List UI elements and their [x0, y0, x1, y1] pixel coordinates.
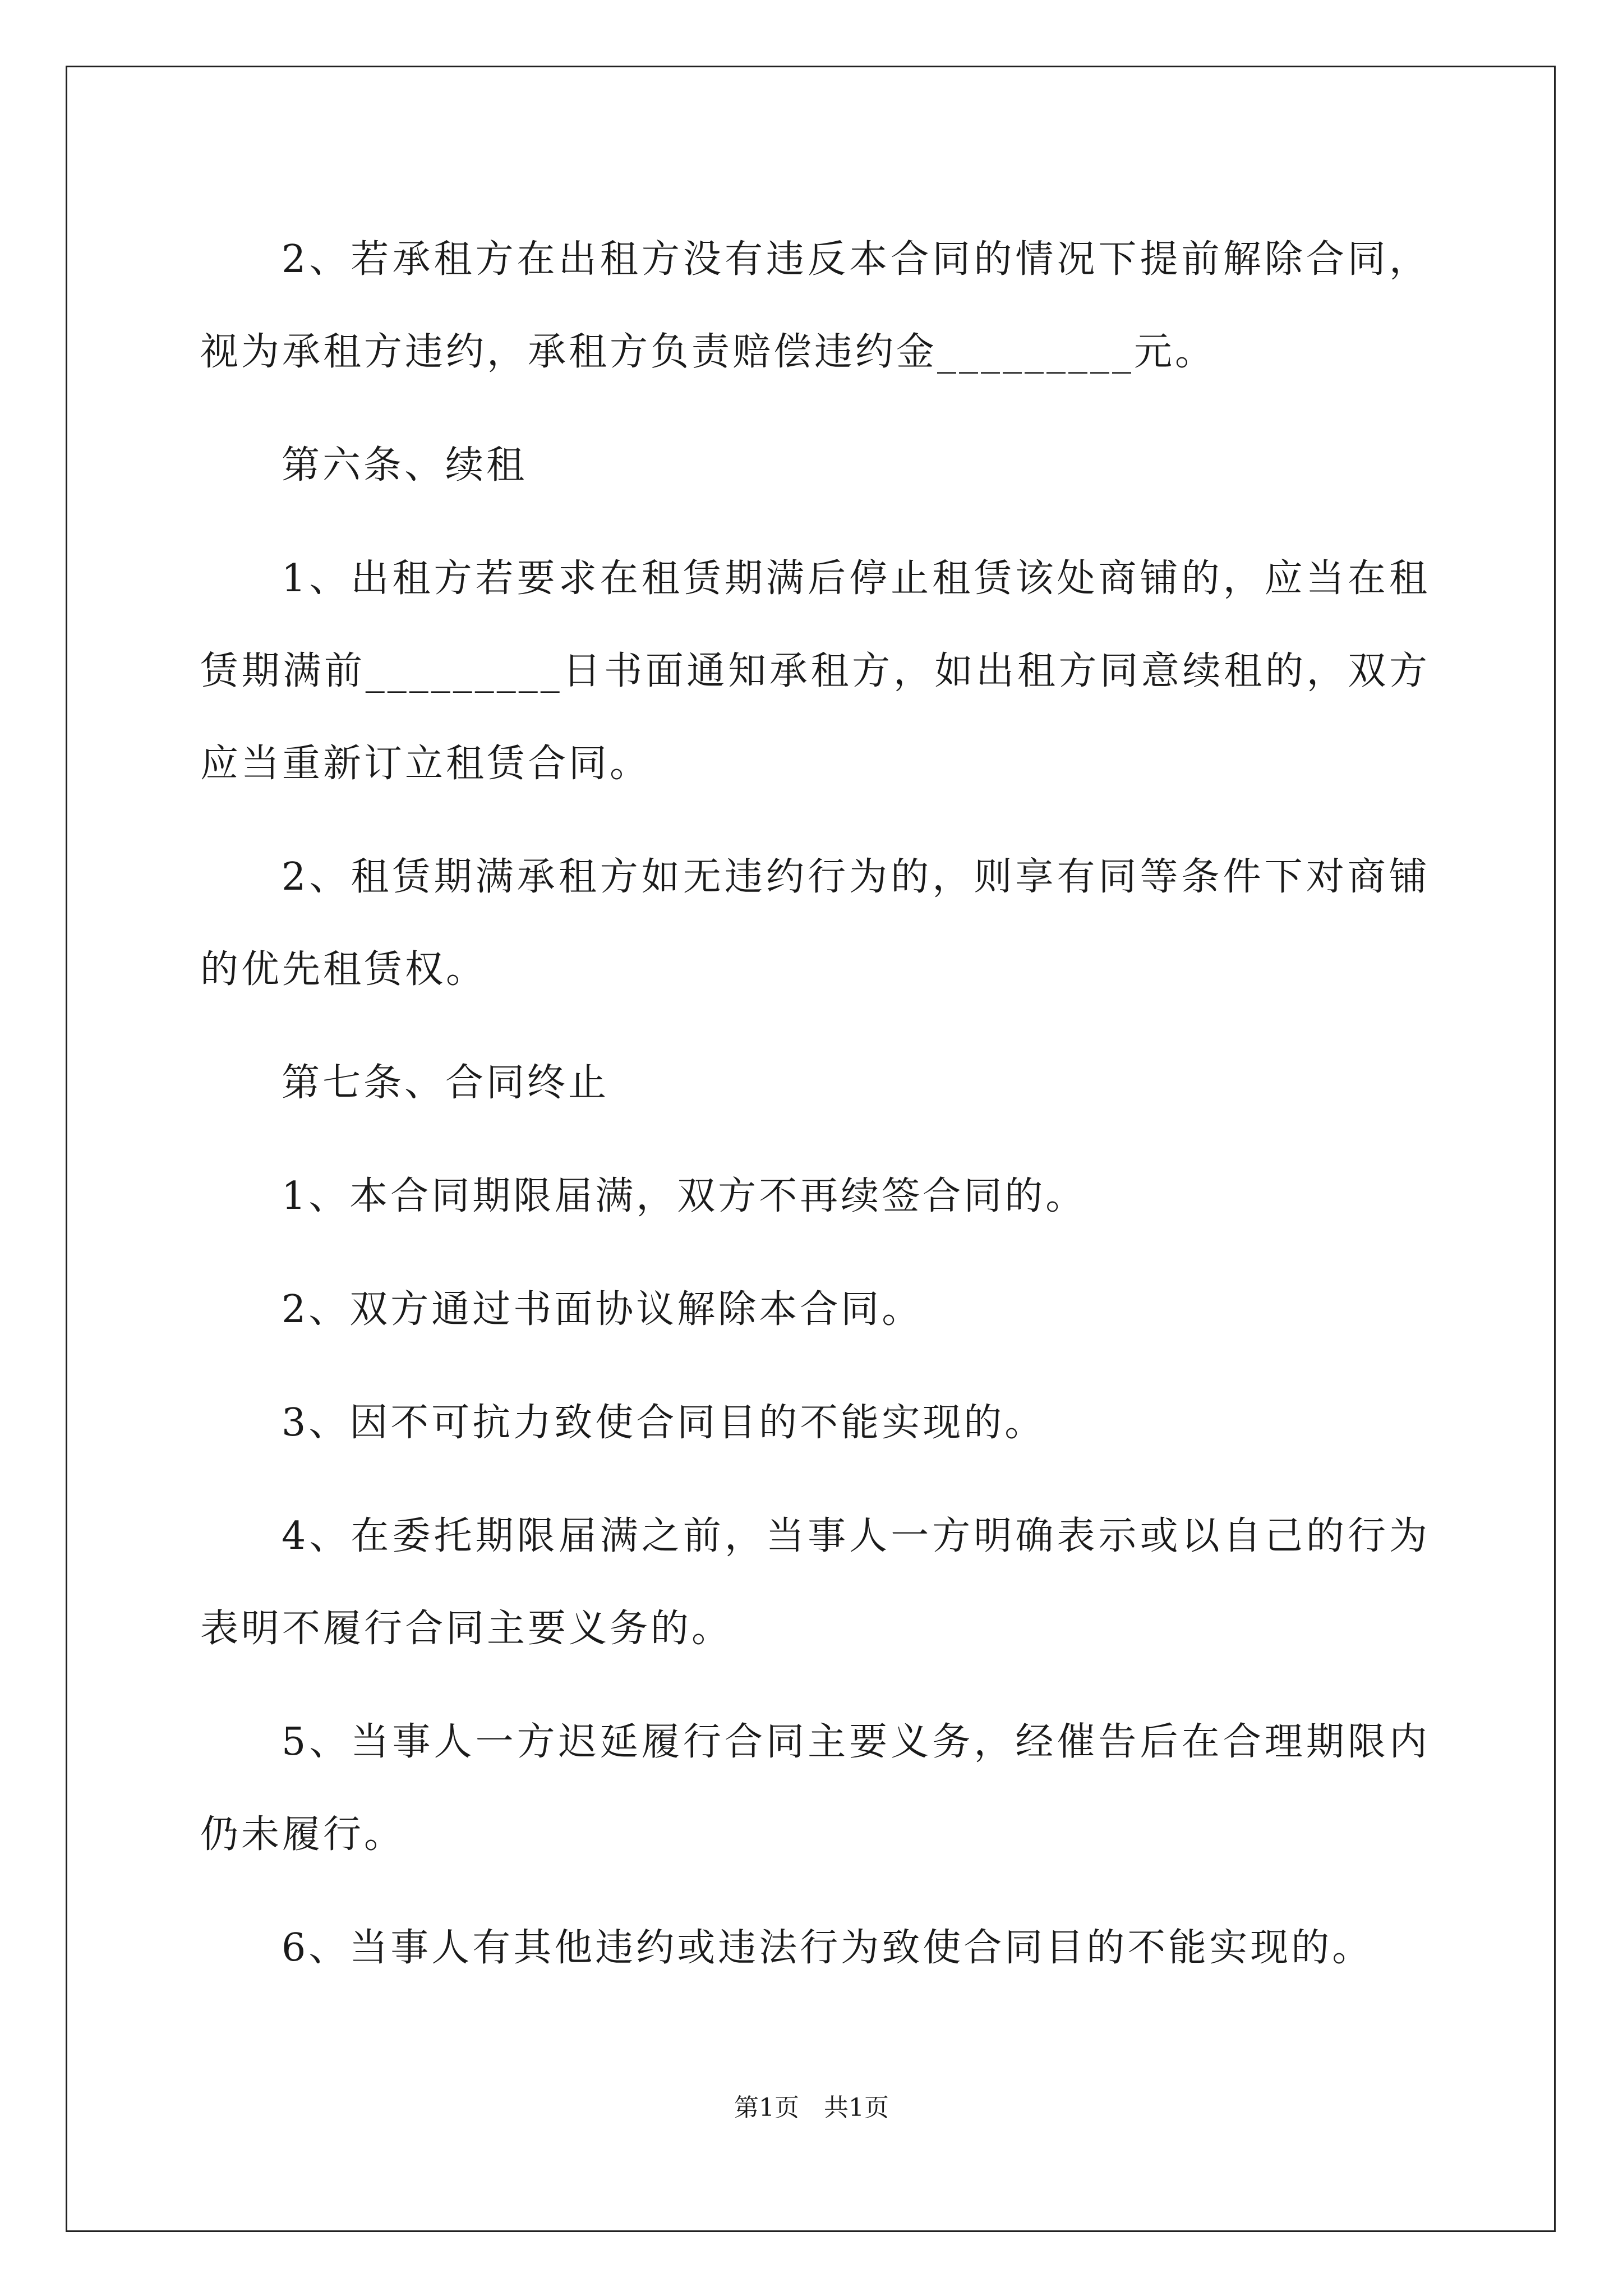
- paragraph-termination-3: 3、因不可抗力致使合同目的不能实现的。: [282, 1401, 1046, 1445]
- paragraph-penalty-early-termination: 2、若承租方在出租方没有违反本合同的情况下提前解除合同，视为承租方违约，承租方负责赔偿违约金_________元。: [200, 237, 1430, 374]
- paragraph-termination-2: 2、双方通过书面协议解除本合同。: [282, 1287, 923, 1332]
- document-body: [200, 213, 1430, 2015]
- paragraph-termination-4: 4、在委托期限届满之前，当事人一方明确表示或以自己的行为表明不履行合同主要义务的。: [200, 1514, 1430, 1651]
- section-heading-termination: 第七条、合同终止: [282, 1061, 610, 1105]
- paragraph-termination-6: 6、当事人有其他违约或违法行为致使合同目的不能实现的。: [282, 1926, 1373, 1970]
- page-footer: [0, 2087, 1623, 2123]
- paragraph-termination-5: 5、当事人一方迟延履行合同主要义务，经催告后在合理期限内仍未履行。: [200, 1720, 1430, 1857]
- page-number: 第1页: [734, 2093, 799, 2122]
- page-total: 共1页: [824, 2093, 889, 2122]
- section-heading-renewal: 第六条、续租: [282, 443, 528, 487]
- paragraph-renewal-notice: 1、出租方若要求在租赁期满后停止租赁该处商铺的，应当在租赁期满前_________日书面通知承租方，如出租方同意续租的，双方应当重新订立租赁合同。: [200, 556, 1430, 786]
- paragraph-priority-lease-right: 2、租赁期满承租方如无违约行为的，则享有同等条件下对商铺的优先租赁权。: [200, 855, 1430, 992]
- paragraph-termination-1: 1、本合同期限届满，双方不再续签合同的。: [282, 1174, 1087, 1218]
